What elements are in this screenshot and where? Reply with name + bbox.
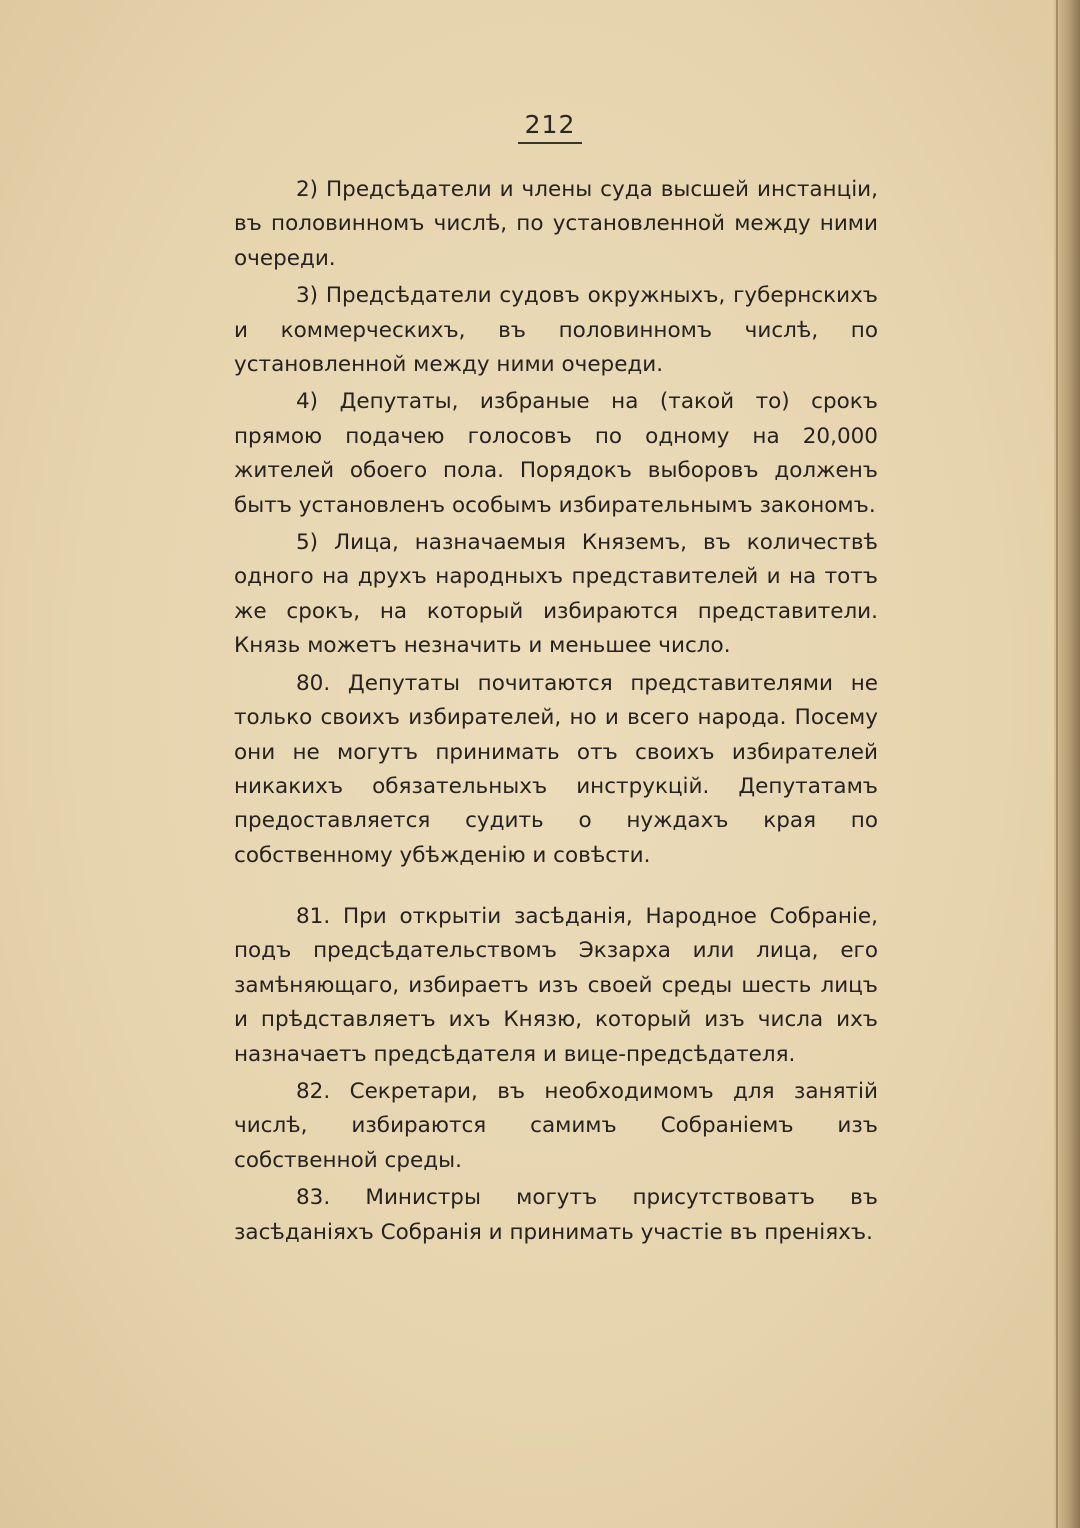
paragraph-article-81: 81. При открытіи засѣданія, Народное Собраніе, подъ предсѣдательствомъ Экзарха или лица, его замѣняющаго, избираетъ изъ своей среды шесть лицъ и прѣдставляетъ ихъ Князю, который изъ числа ихъ назначаетъ предсѣдателя и вице-предсѣдателя. [234, 904, 878, 1067]
page-number-rule [518, 142, 582, 144]
paragraph-article-82: 82. Секретари, въ необходимомъ для занятій числѣ, избираются самимъ Собраніемъ изъ собственной среды. [234, 1079, 878, 1173]
paragraph-item-4: 4) Депутаты, избраные на (такой то) срокъ прямою подачею голосовъ по одному на 20,000 жителей обоего пола. Порядокъ выборовъ долженъ бытъ установленъ особымъ избирательнымъ закономъ. [234, 389, 878, 518]
paragraph-item-5: 5) Лица, назначаемыя Княземъ, въ количествѣ одного на друхъ народныхъ представителей и на тотъ же срокъ, на который избираются представители. Князь можетъ незначить и меньшее число. [234, 530, 878, 659]
page-number: 212 [524, 110, 576, 139]
page-edge-line [1056, 0, 1058, 1528]
text-block-bottom [234, 900, 878, 1250]
paragraph-item-2: 2) Предсѣдатели и члены суда высшей инстанціи, въ половинномъ числѣ, по установленной между ними очереди. [234, 177, 878, 271]
text-block-top [234, 173, 878, 873]
paragraph-article-80: 80. Депутаты почитаются представителями не только своихъ избирателей, но и всего народа. Посему они не могутъ принимать отъ своихъ избирателей никакихъ обязательныхъ инструкцій. Депутатамъ предоставляется судить о нуждахъ края по собственному убѣжденію и совѣсти. [234, 670, 878, 868]
paragraph-article-83: 83. Министры могутъ присутствоватъ въ засѣданіяхъ Собранія и принимать участіе въ преніяхъ. [234, 1185, 878, 1245]
paragraph-item-3: 3) Предсѣдатели судовъ окружныхъ, губернскихъ и коммерческихъ, въ половинномъ числѣ, по установленной между ними очереди. [234, 283, 878, 378]
